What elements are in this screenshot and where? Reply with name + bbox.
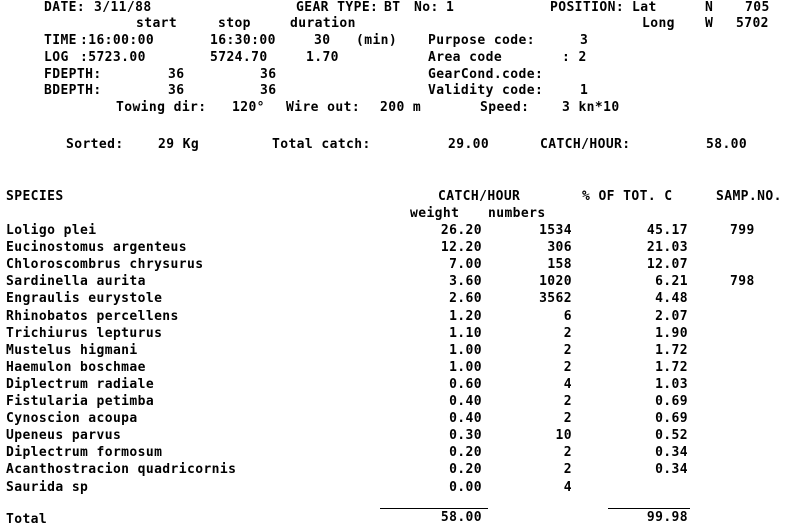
- numbers-value: 158: [547, 257, 572, 272]
- pct-total-rule: [608, 508, 690, 509]
- species-column-header: SPECIES: [6, 189, 64, 204]
- numbers-value: 4: [563, 480, 572, 495]
- time-stop: 16:30:00: [210, 33, 276, 48]
- weight-value: 0.40: [449, 394, 482, 409]
- pct-value: 0.69: [655, 394, 688, 409]
- no-value: 1: [446, 0, 455, 15]
- pct-value: 0.69: [655, 411, 688, 426]
- weight-subheader: weight: [410, 206, 460, 221]
- time-start: :16:00:00: [80, 33, 155, 48]
- sorted-value: 29 Kg: [158, 137, 200, 152]
- numbers-value: 4: [563, 377, 572, 392]
- purpose-code-value: 3: [580, 33, 589, 48]
- species-name: Haemulon boschmae: [6, 360, 146, 375]
- bdepth-start: 36: [168, 83, 185, 98]
- col-start-header: start: [136, 16, 178, 31]
- wire-out-value: 200 m: [380, 100, 422, 115]
- weight-value: 1.10: [449, 326, 482, 341]
- log-stop: 5724.70: [210, 50, 268, 65]
- gear-type-value: BT: [384, 0, 401, 15]
- species-name: Sardinella aurita: [6, 274, 146, 289]
- numbers-value: 2: [563, 394, 572, 409]
- position-label: POSITION:: [550, 0, 625, 15]
- pct-value: 0.52: [655, 428, 688, 443]
- numbers-value: 1534: [539, 223, 572, 238]
- pct-value: 45.17: [646, 223, 688, 238]
- time-duration: 30: [314, 33, 331, 48]
- col-duration-header: duration: [290, 16, 356, 31]
- pct-value: 1.03: [655, 377, 688, 392]
- pct-value: 1.90: [655, 326, 688, 341]
- numbers-value: 306: [547, 240, 572, 255]
- species-name: Eucinostomus argenteus: [6, 240, 187, 255]
- numbers-value: 2: [563, 343, 572, 358]
- no-label: No:: [414, 0, 439, 15]
- species-name: Diplectrum formosum: [6, 445, 163, 460]
- towing-dir-label: Towing dir:: [116, 100, 207, 115]
- weight-total-rule: [380, 508, 488, 509]
- log-label: LOG: [44, 50, 69, 65]
- bdepth-stop: 36: [260, 83, 277, 98]
- sample-number-column-header: SAMP.NO.: [716, 189, 782, 204]
- bdepth-label: BDEPTH:: [44, 83, 102, 98]
- numbers-value: 2: [563, 326, 572, 341]
- species-name: Acanthostracion quadricornis: [6, 462, 237, 477]
- time-unit: (min): [356, 33, 398, 48]
- speed-label: Speed:: [480, 100, 530, 115]
- pct-value: 2.07: [655, 309, 688, 324]
- lat-value: 705: [745, 0, 770, 15]
- weight-value: 1.20: [449, 309, 482, 324]
- species-name: Chloroscombrus chrysurus: [6, 257, 204, 272]
- sorted-label: Sorted:: [66, 137, 124, 152]
- catch-hour-label: CATCH/HOUR:: [540, 137, 631, 152]
- weight-value: 0.60: [449, 377, 482, 392]
- species-name: Trichiurus lepturus: [6, 326, 163, 341]
- pct-value: 0.34: [655, 445, 688, 460]
- log-start: :5723.00: [80, 50, 146, 65]
- date-value: 3/11/88: [94, 0, 152, 15]
- speed-value: 3 kn*10: [562, 100, 620, 115]
- species-name: Cynoscion acoupa: [6, 411, 138, 426]
- sample-number: 799: [730, 223, 755, 238]
- weight-value: 1.00: [449, 343, 482, 358]
- species-name: Rhinobatos percellens: [6, 309, 179, 324]
- catch-hour-column-header: CATCH/HOUR: [438, 189, 521, 204]
- purpose-code-label: Purpose code:: [428, 33, 535, 48]
- pct-value: 21.03: [646, 240, 688, 255]
- numbers-value: 10: [555, 428, 572, 443]
- numbers-value: 2: [563, 462, 572, 477]
- date-label: DATE:: [44, 0, 86, 15]
- weight-value: 3.60: [449, 274, 482, 289]
- lat-hemisphere: N: [705, 0, 714, 15]
- validity-code-value: 1: [580, 83, 589, 98]
- pct-value: 12.07: [646, 257, 688, 272]
- total-weight-value: 58.00: [440, 510, 482, 525]
- pct-value: 6.21: [655, 274, 688, 289]
- sample-number: 798: [730, 274, 755, 289]
- area-code-value: : 2: [562, 50, 587, 65]
- weight-value: 0.00: [449, 480, 482, 495]
- weight-value: 26.20: [440, 223, 482, 238]
- species-name: Mustelus higmani: [6, 343, 138, 358]
- pct-value: 1.72: [655, 343, 688, 358]
- weight-value: 1.00: [449, 360, 482, 375]
- weight-value: 0.30: [449, 428, 482, 443]
- total-pct-value: 99.98: [646, 510, 688, 525]
- species-name: Loligo plei: [6, 223, 97, 238]
- numbers-value: 2: [563, 360, 572, 375]
- long-value: 5702: [736, 16, 769, 31]
- weight-value: 2.60: [449, 291, 482, 306]
- numbers-value: 2: [563, 445, 572, 460]
- total-label: Total: [6, 512, 48, 527]
- validity-code-label: Validity code:: [428, 83, 544, 98]
- catch-hour-value: 58.00: [706, 137, 748, 152]
- species-name: Engraulis eurystole: [6, 291, 163, 306]
- weight-value: 7.00: [449, 257, 482, 272]
- weight-value: 0.40: [449, 411, 482, 426]
- total-catch-label: Total catch:: [272, 137, 371, 152]
- weight-value: 12.20: [440, 240, 482, 255]
- pct-value: 1.72: [655, 360, 688, 375]
- time-label: TIME: [44, 33, 77, 48]
- gearcond-code-label: GearCond.code:: [428, 67, 544, 82]
- long-label: Long: [642, 16, 675, 31]
- species-name: Diplectrum radiale: [6, 377, 155, 392]
- area-code-label: Area code: [428, 50, 503, 65]
- numbers-subheader: numbers: [488, 206, 546, 221]
- fdepth-start: 36: [168, 67, 185, 82]
- long-hemisphere: W: [705, 16, 714, 31]
- weight-value: 0.20: [449, 445, 482, 460]
- numbers-value: 1020: [539, 274, 572, 289]
- pct-total-column-header: % OF TOT. C: [582, 189, 673, 204]
- weight-value: 0.20: [449, 462, 482, 477]
- species-name: Fistularia petimba: [6, 394, 155, 409]
- numbers-value: 3562: [539, 291, 572, 306]
- wire-out-label: Wire out:: [286, 100, 361, 115]
- numbers-value: 2: [563, 411, 572, 426]
- fdepth-stop: 36: [260, 67, 277, 82]
- log-duration: 1.70: [306, 50, 339, 65]
- gear-type-label: GEAR TYPE:: [296, 0, 379, 15]
- col-stop-header: stop: [218, 16, 251, 31]
- total-catch-value: 29.00: [448, 137, 490, 152]
- lat-label: Lat: [632, 0, 657, 15]
- species-name: Saurida sp: [6, 480, 89, 495]
- species-name: Upeneus parvus: [6, 428, 122, 443]
- pct-value: 4.48: [655, 291, 688, 306]
- fdepth-label: FDEPTH:: [44, 67, 102, 82]
- pct-value: 0.34: [655, 462, 688, 477]
- towing-dir-value: 120°: [232, 100, 265, 115]
- numbers-value: 6: [563, 309, 572, 324]
